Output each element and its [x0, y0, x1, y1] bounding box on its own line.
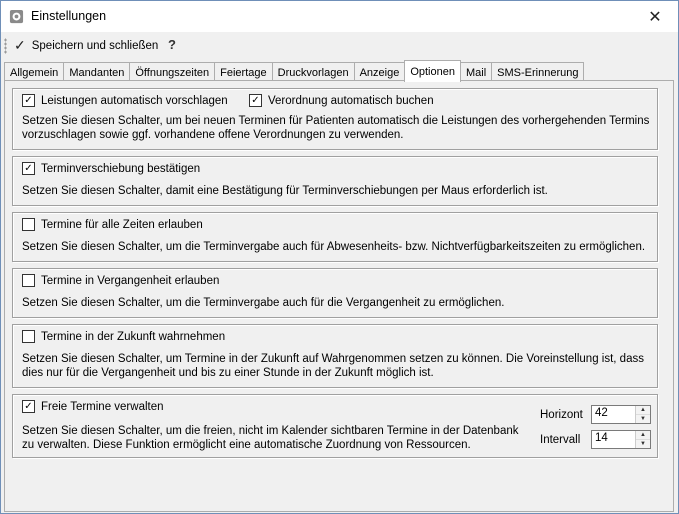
checkbox-box: ✓ — [249, 94, 262, 107]
checkbox-label: Termine in Vergangenheit erlauben — [41, 274, 220, 287]
section-zukunft — [12, 324, 658, 388]
spinner-buttons — [635, 431, 650, 448]
leistungen-vorschlagen-checkbox[interactable] — [22, 94, 228, 107]
section-description: vorzuschlagen sowie ggf. vorhandene offene Verordnungen zu verwenden. — [22, 129, 404, 141]
intervall-label: Intervall — [540, 434, 581, 446]
section-description: Setzen Sie diesen Schalter, damit eine Bestätigung für Terminverschiebungen per Maus erforderlich ist. — [22, 185, 548, 197]
window-title: Einstellungen — [31, 9, 107, 23]
save-and-close-label: Speichern und schließen — [31, 39, 159, 52]
alle-zeiten-checkbox[interactable] — [22, 218, 203, 231]
tab-oeffnungszeiten[interactable]: Öffnungszeiten — [129, 62, 215, 82]
gear-icon — [9, 9, 24, 24]
tab-mail[interactable]: Mail — [460, 62, 492, 82]
intervall-spinner[interactable] — [591, 430, 651, 449]
checkbox-box — [22, 274, 35, 287]
toolbar — [1, 32, 678, 59]
section-leistungen — [12, 88, 658, 150]
section-description: Setzen Sie diesen Schalter, um die freien, nicht im Kalender sichtbaren Termine in der Datenbank — [22, 425, 519, 437]
checkbox-label: Verordnung automatisch buchen — [268, 94, 434, 107]
tab-feiertage[interactable]: Feiertage — [214, 62, 272, 82]
tab-mandanten[interactable]: Mandanten — [63, 62, 130, 82]
tab-anzeige[interactable]: Anzeige — [354, 62, 406, 82]
close-button[interactable] — [632, 1, 678, 32]
tab-strip — [4, 60, 583, 81]
spin-up-icon[interactable]: ▲ — [636, 406, 650, 415]
checkbox-box: ✓ — [22, 94, 35, 107]
section-description: dies nur für die Vergangenheit und bis zu einer Stunde in der Zukunft möglich ist. — [22, 367, 434, 379]
terminverschiebung-checkbox[interactable] — [22, 162, 200, 175]
horizont-spinner[interactable] — [591, 405, 651, 424]
intervall-value[interactable]: 14 — [595, 432, 608, 444]
save-and-close-button[interactable] — [11, 35, 161, 56]
tab-sms-erinnerung[interactable]: SMS-Erinnerung — [491, 62, 584, 82]
checkbox-label: Termine in der Zukunft wahrnehmen — [41, 330, 226, 343]
help-button[interactable]: ? — [168, 37, 176, 52]
freie-termine-checkbox[interactable] — [22, 400, 164, 413]
section-description: Setzen Sie diesen Schalter, um Termine in der Zukunft auf Wahrgenommen setzen zu können. Die Voreinstellung ist, dass — [22, 353, 644, 365]
close-icon: ✕ — [648, 8, 662, 26]
section-description: Setzen Sie diesen Schalter, um die Terminvergabe auch für Abwesenheits- bzw. Nichtverfügbarkeitszeiten zu ermöglichen. — [22, 241, 646, 253]
horizont-label: Horizont — [540, 409, 583, 421]
vergangenheit-checkbox[interactable] — [22, 274, 219, 287]
checkbox-label: Freie Termine verwalten — [41, 400, 164, 413]
checkbox-box: ✓ — [22, 162, 35, 175]
spin-down-icon[interactable]: ▼ — [636, 440, 650, 448]
section-terminverschiebung — [12, 156, 658, 206]
checkmark-icon: ✓ — [14, 37, 26, 53]
checkbox-box — [22, 330, 35, 343]
options-tab-panel — [4, 80, 674, 512]
tab-allgemein[interactable]: Allgemein — [4, 62, 64, 82]
section-description: Setzen Sie diesen Schalter, um bei neuen Terminen für Patienten automatisch die Leistungen des vorhergehenden Termins — [22, 115, 650, 127]
checkbox-box: ✓ — [22, 400, 35, 413]
zukunft-checkbox[interactable] — [22, 330, 225, 343]
checkbox-label: Termine für alle Zeiten erlauben — [41, 218, 203, 231]
verordnung-buchen-checkbox[interactable] — [249, 94, 434, 107]
tab-druckvorlagen[interactable]: Druckvorlagen — [272, 62, 355, 82]
spinner-buttons — [635, 406, 650, 423]
tab-optionen[interactable]: Optionen — [404, 60, 461, 82]
section-description: Setzen Sie diesen Schalter, um die Terminvergabe auch für die Vergangenheit zu ermöglichen. — [22, 297, 505, 309]
spin-down-icon[interactable]: ▼ — [636, 415, 650, 423]
spin-up-icon[interactable]: ▲ — [636, 431, 650, 440]
section-freie-termine — [12, 394, 658, 458]
checkbox-label: Terminverschiebung bestätigen — [41, 162, 201, 175]
section-description: zu verwalten. Diese Funktion ermöglicht eine automatische Zuordnung von Ressourcen. — [22, 439, 471, 451]
section-alle-zeiten — [12, 212, 658, 262]
section-vergangenheit — [12, 268, 658, 318]
horizont-value[interactable]: 42 — [595, 407, 608, 419]
title-bar — [1, 1, 678, 32]
checkbox-box — [22, 218, 35, 231]
toolbar-grip[interactable] — [4, 38, 7, 54]
checkbox-label: Leistungen automatisch vorschlagen — [41, 94, 228, 107]
